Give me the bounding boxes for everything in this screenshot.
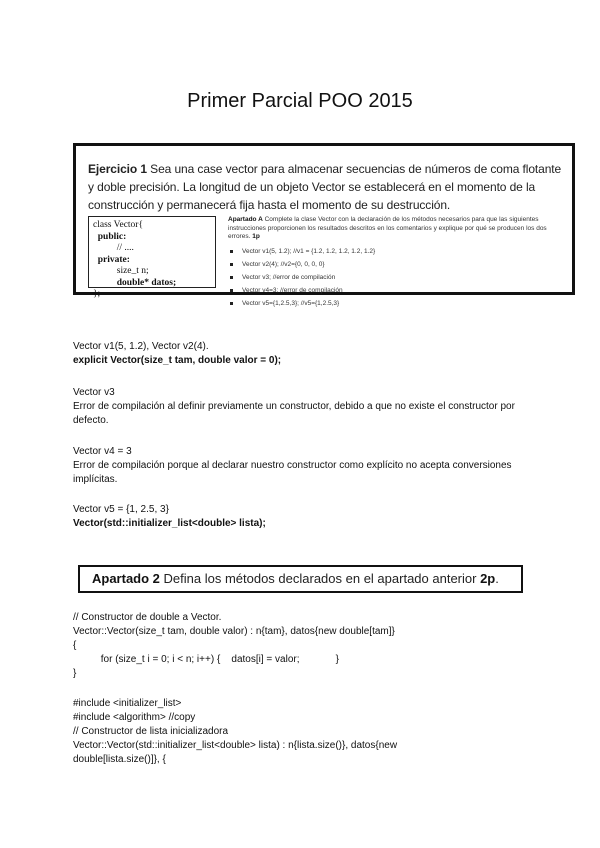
answer-1-code: explicit Vector(size_t tam, double valor = 0); [73,355,282,366]
class-code-line: public: [93,231,127,242]
code-line: Vector::Vector(size_t tam, double valor) : n{tam}, datos{new double[tam]} [73,626,395,637]
ejercicio1-text: Sea una case vector para almacenar secuencias de números de coma flotante y doble precisión. La longitud de un objeto Vector se establecerá en el momento de la construcción y permanecerá fija hasta el momento de su destrucción. [88,162,562,212]
ejercicio1-label: Ejercicio 1 [88,162,147,176]
apartado-a-label: Apartado A [228,216,263,223]
apartado-a [228,216,568,310]
code-line: for (size_t i = 0; i < n; i++) { datos[i] = valor; } [73,654,339,665]
list-item: Vector v4=3; //error de compilación [228,284,568,297]
page-title: Primer Parcial POO 2015 [187,90,413,112]
class-code-line: }; [93,289,101,299]
answer-4-code: Vector(std::initializer_list<double> lista); [73,518,266,529]
answer-3-line: Vector v4 = 3 [73,446,132,457]
code-line: // Constructor de double a Vector. [73,612,222,623]
code-line: #include <initializer_list> [73,698,182,709]
answer-3-text: Error de compilación porque al declarar nuestro constructor como explícito no acepta conversiones implícitas. [73,460,512,485]
apartado2-text: Defina los métodos declarados en el apartado anterior [163,571,477,586]
list-item: Vector v1(5, 1.2); //v1 = {1.2, 1.2, 1.2, 1.2, 1.2} [228,245,568,258]
apartado-a-points: 1p [252,233,260,240]
code-block-2 [73,697,553,767]
apartado-a-statement [228,216,568,242]
code-line: // Constructor de lista inicializadora [73,726,229,737]
list-item: Vector v2(4); //v2={0, 0, 0, 0} [228,258,568,271]
apartado-a-list [228,245,568,310]
code-block-1 [73,611,553,681]
answer-4-line: Vector v5 = {1, 2.5, 3} [73,504,169,515]
answer-4 [73,503,553,531]
apartado-a-text: Complete la clase Vector con la declaración de los métodos necesarios para que las siguientes instrucciones proporcionen los resultados descritos en los comentarios y explique por qué se producen los dos errores. [228,216,547,240]
answer-1-line: Vector v1(5, 1.2), Vector v2(4). [73,341,209,352]
answer-3 [73,445,553,487]
code-line: { [73,640,77,651]
class-code-line: size_t n; [93,266,149,276]
ejercicio1-statement [88,160,566,214]
answer-1 [73,340,553,368]
list-item: Vector v5={1,2.5,3}; //v5={1,2.5,3} [228,297,568,310]
class-code-line: private: [93,254,130,265]
apartado2-label: Apartado 2 [92,571,160,586]
answer-2 [73,386,553,428]
ejercicio1-box [73,143,575,307]
code-line: Vector::Vector(std::initializer_list<double> lista) : n{lista.size()}, datos{new [73,740,398,751]
code-line: } [73,668,77,679]
class-code-line: class Vector{ [93,220,144,230]
apartado2-box [78,565,523,593]
answer-2-line: Vector v3 [73,387,115,398]
class-code-box [88,216,216,299]
apartado2-points: 2p [480,571,496,586]
class-code-line: double* datos; [93,277,177,288]
apartado2-punct: . [495,571,499,586]
code-line: #include <algorithm> //copy [73,712,196,723]
answer-2-text: Error de compilación al definir previamente un constructor, debido a que no existe el constructor por defecto. [73,401,515,426]
list-item: Vector v3; //error de compilación [228,271,568,284]
code-line: double[lista.size()]}, { [73,754,166,765]
class-code-line: // .... [93,243,134,253]
